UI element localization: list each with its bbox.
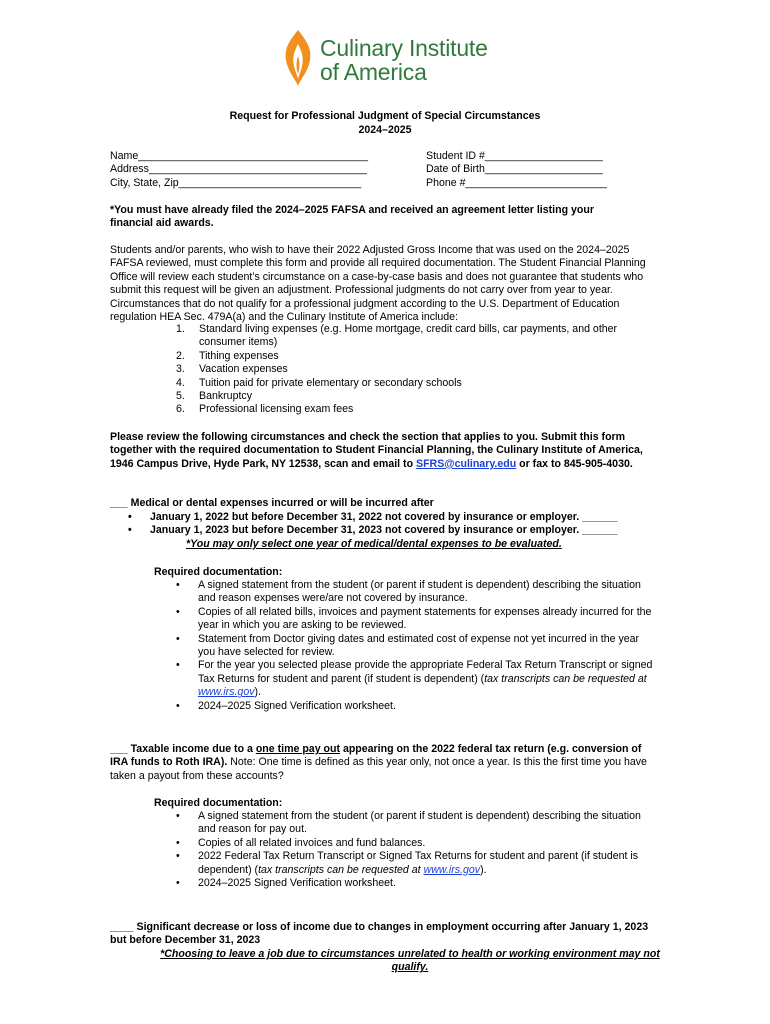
- list-item: 2. Tithing expenses: [176, 349, 279, 362]
- submission-instructions: Please review the following circumstances and check the section that applies to you. Submit this form together with the required documentation to Student Financial Planning, the Culinary Institute of America, 1946 Campus Drive, Hyde Park, NY 12538, scan and email to SFRS@culinary.edu or fax to 845-905-4030.: [110, 431, 643, 470]
- logo-line-1: Culinary Institute: [320, 35, 488, 61]
- taxable-income-section[interactable]: ___ Taxable income due to a one time pay out appearing on the 2022 federal tax return (e.g. conversion of IRA funds to Roth IRA). Note: One time is defined as this year only, not once a year. Is this the first time you have taken a payout from these accounts?: [110, 743, 647, 782]
- list-item[interactable]: • January 1, 2023 but before December 31, 2023 not covered by insurance or employer. ______: [128, 524, 618, 537]
- list-item: • For the year you selected please provide the appropriate Federal Tax Return Transcript or signed Tax Returns for student and parent (if student is dependent) (tax transcripts can be requested at www.irs.gov).: [176, 659, 653, 699]
- taxable-docs-list: [176, 810, 656, 890]
- list-item: 5. Bankruptcy: [176, 390, 252, 403]
- student-id-field[interactable]: Student ID #____________________: [426, 150, 603, 162]
- list-item: • Statement from Doctor giving dates and estimated cost of expense not yet incurred in the year you have selected for review.: [176, 632, 640, 659]
- logo-line-2: of America: [320, 59, 427, 85]
- medical-required-label: Required documentation:: [154, 566, 283, 578]
- phone-field[interactable]: Phone #________________________: [426, 177, 607, 189]
- list-item: 1. Standard living expenses (e.g. Home mortgage, credit card bills, car payments, and other consumer items): [176, 323, 618, 349]
- list-item: • 2024–2025 Signed Verification worksheet.: [176, 877, 396, 890]
- fafsa-notice: *You must have already filed the 2024–2025 FAFSA and received an agreement letter listing your financial aid awards.: [110, 204, 594, 230]
- exclusion-list: [176, 323, 656, 417]
- logo-wordmark: [320, 36, 488, 84]
- list-item: 4. Tuition paid for private elementary or secondary schools: [176, 376, 462, 389]
- email-link[interactable]: SFRS@culinary.edu: [416, 457, 517, 470]
- intro-paragraph: Students and/or parents, who wish to have their 2022 Adjusted Gross Income that was used on the 2024–2025 FAFSA reviewed, must complete this form and provide all required documentation. The Student Financial Planning Office will review each student’s circumstance on a case-by-case basis and does not guarantee that students who submit this request will be given an adjustment. Professional judgments do not carry over from year to year. Circumstances that do not qualify for a professional judgment according to the U.S. Department of Education regulation HEA Sec. 479A(a) and the Culinary Institute of America include:: [110, 244, 646, 324]
- taxable-required-label: Required documentation:: [154, 797, 283, 809]
- medical-year-options: [128, 511, 668, 538]
- list-item: • A signed statement from the student (or parent if student is dependent) describing the situation and reason for pay out.: [176, 810, 641, 836]
- list-item: • 2022 Federal Tax Return Transcript or Signed Tax Returns for student and parent (if student is dependent) (tax transcripts can be requested at www.irs.gov).: [176, 850, 639, 876]
- form-title: Request for Professional Judgment of Special Circumstances: [229, 110, 541, 122]
- list-item: • Copies of all related bills, invoices and payment statements for expenses already incurred for the year in which you are asking to be reviewed.: [176, 605, 652, 632]
- form-year: 2024–2025: [358, 124, 412, 136]
- list-item: • Copies of all related invoices and fund balances.: [176, 836, 426, 849]
- income-note: *Choosing to leave a job due to circumstances unrelated to health or working environment may not qualify.: [160, 948, 660, 974]
- list-item: • 2024–2025 Signed Verification worksheet.: [176, 699, 396, 712]
- list-item: 3. Vacation expenses: [176, 363, 288, 376]
- list-item: 6. Professional licensing exam fees: [176, 403, 354, 416]
- irs-link[interactable]: www.irs.gov: [198, 686, 255, 699]
- city-state-zip-field[interactable]: City, State, Zip_______________________________: [110, 177, 362, 189]
- medical-note: *You may only select one year of medical/dental expenses to be evaluated.: [186, 538, 562, 550]
- medical-section-title[interactable]: ___ Medical or dental expenses incurred or will be incurred after: [110, 497, 434, 509]
- name-field[interactable]: Name_______________________________________: [110, 150, 369, 162]
- income-decrease-section[interactable]: ____ Significant decrease or loss of income due to changes in employment occurring after January 1, 2023 but before December 31, 2023: [110, 921, 649, 947]
- flame-icon: [286, 30, 311, 86]
- date-of-birth-field[interactable]: Date of Birth____________________: [426, 163, 603, 175]
- list-item: • A signed statement from the student (or parent if student is dependent) describing the situation and reason expenses were/are not covered by insurance.: [176, 579, 641, 605]
- medical-docs-list: [176, 579, 656, 713]
- irs-link[interactable]: www.irs.gov: [423, 863, 481, 876]
- address-field[interactable]: Address_____________________________________: [110, 163, 367, 175]
- list-item[interactable]: • January 1, 2022 but before December 31, 2022 not covered by insurance or employer. ______: [128, 511, 618, 523]
